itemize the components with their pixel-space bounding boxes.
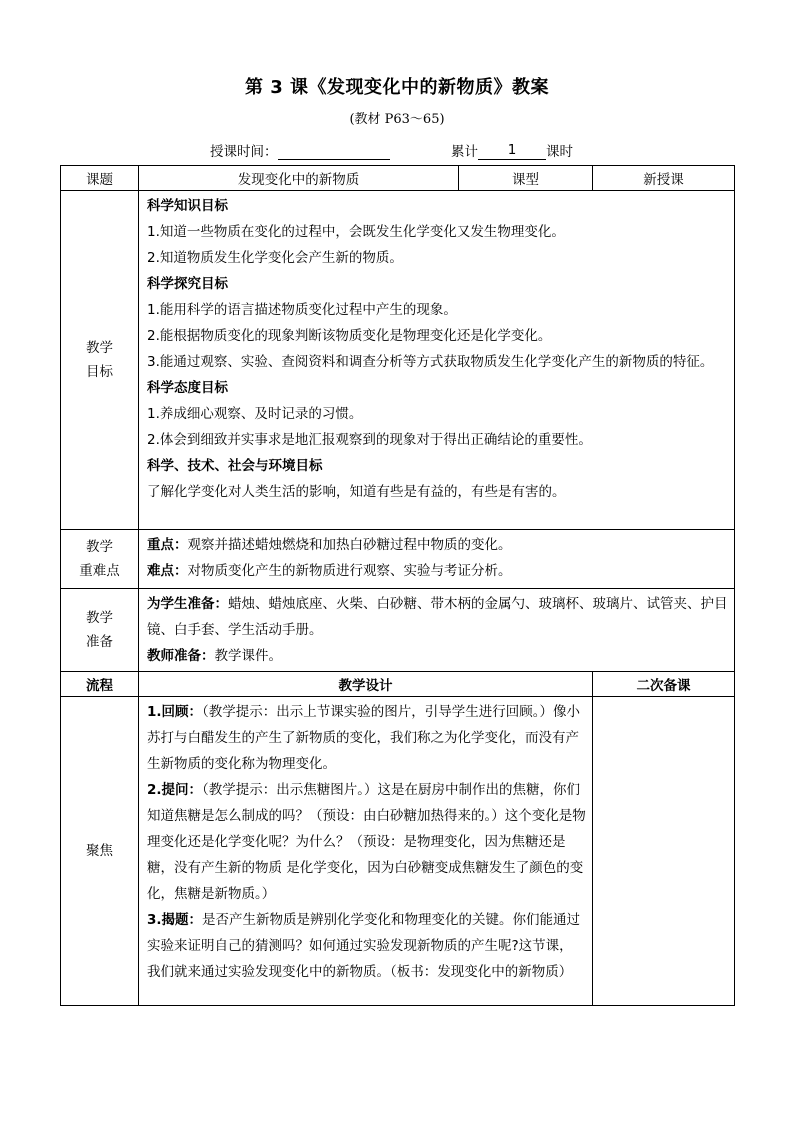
- process-header-row: [61, 672, 735, 697]
- student-prep-label: 为学生准备：: [147, 596, 228, 612]
- preparation-label: [61, 589, 139, 672]
- difficult-point-label: 难点：: [147, 563, 188, 579]
- difficult-point-text: 对物质变化产生的新物质进行观察、实验与考证分析。: [187, 563, 512, 579]
- student-prep-text: 蜡烛、蜡烛底座、火柴、白砂糖、带木柄的金属勺、玻璃杯、玻璃片、试管夹、护目镜、白手套、学生活动手册。: [147, 596, 728, 638]
- period-unit: 课时: [546, 144, 573, 160]
- sts-item: 了解化学变化对人类生活的影响，知道有些是有益的，有些是有害的。: [147, 484, 566, 500]
- knowledge-item: 2.知道物质发生化学变化会产生新的物质。: [147, 250, 403, 266]
- lesson-plan-table: [60, 165, 735, 1006]
- cumulative-value[interactable]: 1: [478, 143, 546, 160]
- knowledge-heading: 科学知识目标: [147, 198, 228, 214]
- objectives-label-line2: 目标: [86, 364, 113, 380]
- key-points-label-line2: 重难点: [79, 563, 120, 579]
- cumulative-periods: [451, 140, 573, 160]
- second-prep-cell[interactable]: [593, 697, 735, 1006]
- knowledge-item: 1.知道一些物质在变化的过程中，会既发生化学变化又发生物理变化。: [147, 224, 565, 240]
- attitude-item: 2.体会到细致并实事求是地汇报观察到的现象对于得出正确结论的重要性。: [147, 432, 592, 448]
- teacher-prep-text: 教学课件。: [214, 648, 282, 664]
- textbook-pages: (教材 P63～65): [349, 112, 445, 127]
- reveal-label: 3.揭题：: [147, 912, 203, 928]
- key-point-label: 重点：: [147, 537, 188, 553]
- key-point-text: 观察并描述蜡烛燃烧和加热白砂糖过程中物质的变化。: [187, 537, 512, 553]
- inquiry-item: 2.能根据物质变化的现象判断该物质变化是物理变化还是化学变化。: [147, 328, 552, 344]
- inquiry-heading: 科学探究目标: [147, 276, 228, 292]
- inquiry-item: 3.能通过观察、实验、查阅资料和调查分析等方式获取物质发生化学变化产生的新物质的特征。: [147, 354, 714, 370]
- preparation-content: [139, 589, 735, 672]
- attitude-heading: 科学态度目标: [147, 380, 228, 396]
- info-row: [61, 166, 735, 191]
- design-header: 教学设计: [139, 672, 593, 697]
- teaching-time-label: 授课时间：: [210, 144, 278, 160]
- teaching-time-blank[interactable]: [278, 143, 390, 160]
- key-points-label: [61, 530, 139, 589]
- focus-content: [139, 697, 593, 1006]
- objectives-label: [61, 191, 139, 530]
- topic-value: 发现变化中的新物质: [139, 166, 459, 191]
- key-points-row: [61, 530, 735, 589]
- second-prep-header: 二次备课: [593, 672, 735, 697]
- sts-heading: 科学、技术、社会与环境目标: [147, 458, 323, 474]
- preparation-label-line1: 教学: [86, 610, 113, 626]
- topic-label: 课题: [61, 166, 139, 191]
- key-points-content: [139, 530, 735, 589]
- document-title: 第 3 课《发现变化中的新物质》教案: [244, 77, 550, 98]
- question-text: （教学提示：出示焦糖图片。）这是在厨房中制作出的焦糖，你们知道焦糖是怎么制成的吗？（预设：由白砂糖加热得来的。）这个变化是物理变化还是化学变化呢？为什么？（预设：是物理变化，因为焦糖还是糖，没有产生新的物质 是化学变化，因为白砂糖变成焦糖发生了颜色的变化，焦糖是新物质。）: [147, 782, 586, 902]
- preparation-label-line2: 准备: [86, 634, 113, 650]
- objectives-row: [61, 191, 735, 530]
- inquiry-item: 1.能用科学的语言描述物质变化过程中产生的现象。: [147, 302, 457, 318]
- key-points-label-line1: 教学: [86, 539, 113, 555]
- preparation-row: [61, 589, 735, 672]
- cumulative-label: 累计: [451, 144, 478, 160]
- focus-row: [61, 697, 735, 1006]
- objectives-content: [139, 191, 735, 530]
- objectives-label-line1: 教学: [86, 340, 113, 356]
- reveal-text: 是否产生新物质是辨别化学变化和物理变化的关键。你们能通过实验来证明自己的猜测吗？如何通过实验发现新物质的产生呢?这节课，我们就来通过实验发现变化中的新物质。（板书：发现变化中的新物质）: [147, 912, 581, 980]
- lesson-type-value: 新授课: [593, 166, 735, 191]
- teacher-prep-label: 教师准备：: [147, 648, 215, 664]
- lesson-type-label: 课型: [459, 166, 593, 191]
- question-label: 2.提问：: [147, 782, 203, 798]
- attitude-item: 1.养成细心观察、及时记录的习惯。: [147, 406, 363, 422]
- teaching-time: [210, 140, 390, 160]
- review-label: 1.回顾：: [147, 704, 203, 720]
- review-text: （教学提示：出示上节课实验的图片，引导学生进行回顾。）像小苏打与白醋发生的产生了新物质的变化，我们称之为化学变化，而没有产生新物质的变化称为物理变化。: [147, 704, 581, 772]
- flow-header: 流程: [61, 672, 139, 697]
- focus-label: 聚焦: [61, 697, 139, 1006]
